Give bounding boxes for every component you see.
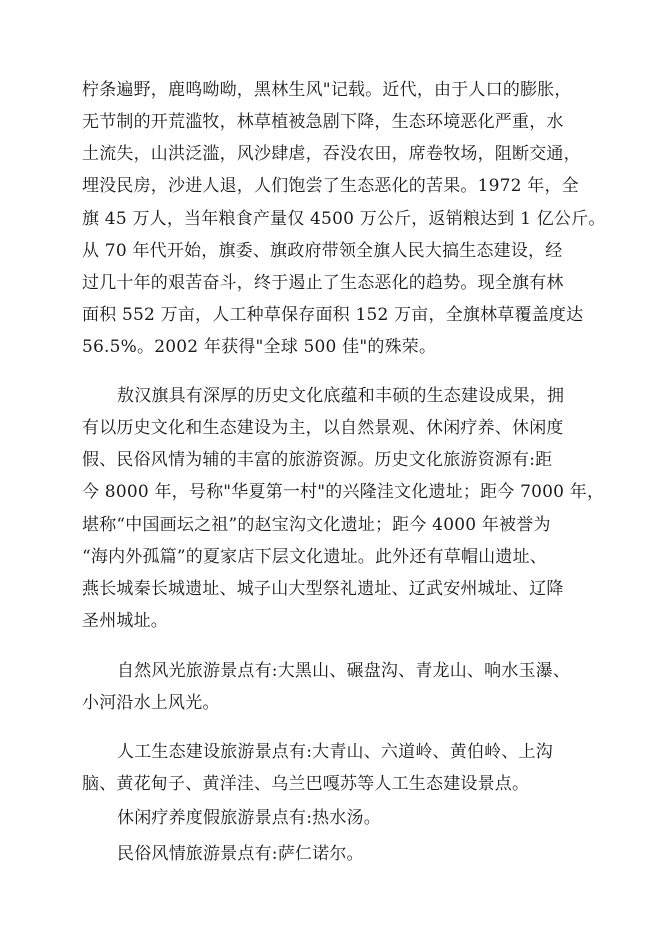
paragraph-first-line: 敖汉旗具有深厚的历史文化底蕴和丰硕的生态建设成果，拥 [117,386,565,406]
text-line: 土流失，山洪泛滥，风沙肆虐，吞没农田，席卷牧场，阻断交通， [82,144,581,164]
text-line: 小河沿水上风光。 [82,693,220,713]
text-line: 脑、黄花甸子、黄洋洼、乌兰巴嘎苏等人工生态建设景点。 [82,774,530,794]
text-line: 圣州城址。 [82,611,168,631]
text-line: “海内外孤篇”的夏家店下层文化遗址。此外还有草帽山遗址、 [82,547,547,567]
paragraph-first-line: 休闲疗养度假旅游景点有:热水汤。 [117,808,381,828]
text-line: 面积 552 万亩，人工种草保存面积 152 万亩，全旗林草覆盖度达 [82,305,584,325]
text-line: 埋没民房，沙进人退，人们饱尝了生态恶化的苦果。1972 年，全 [82,176,579,196]
text-line: 假、民俗风情为辅的丰富的旅游资源。历史文化旅游资源有:距 [82,450,553,470]
text-line: 有以历史文化和生态建设为主，以自然景观、休闲疗养、休闲度 [82,418,564,438]
paragraph-first-line: 自然风光旅游景点有:大黑山、碾盘沟、青龙山、响水玉瀑、 [117,661,571,681]
paragraph-first-line: 人工生态建设旅游景点有:大青山、六道岭、黄伯岭、上沟 [117,742,553,762]
text-line: 燕长城秦长城遗址、城子山大型祭礼遗址、辽武安州城址、辽降 [82,579,564,599]
text-line: 从 70 年代开始，旗委、旗政府带领全旗人民大搞生态建设，经 [82,241,563,261]
text-line: 堪称“中国画坛之祖”的赵宝沟文化遗址；距今 4000 年被誉为 [82,515,551,535]
text-line: 过几十年的艰苦奋斗，终于遏止了生态恶化的趋势。现全旗有林 [82,273,564,293]
text-line: 旗 45 万人，当年粮食产量仅 4500 万公斤，返销粮达到 1 亿公斤。 [82,209,606,229]
text-line: 无节制的开荒滥牧，林草植被急剧下降，生态环境恶化严重，水 [82,112,564,132]
text-line: 柠条遍野，鹿鸣呦呦，黑林生风"记载。近代，由于人口的膨胀， [82,80,572,100]
text-line: 今 8000 年，号称"华夏第一村"的兴隆洼文化遗址；距今 7000 年， [82,482,605,502]
paragraph-first-line: 民俗风情旅游景点有:萨仁诺尔。 [117,844,364,864]
text-line: 56.5%。2002 年获得"全球 500 佳"的殊荣。 [82,337,437,357]
